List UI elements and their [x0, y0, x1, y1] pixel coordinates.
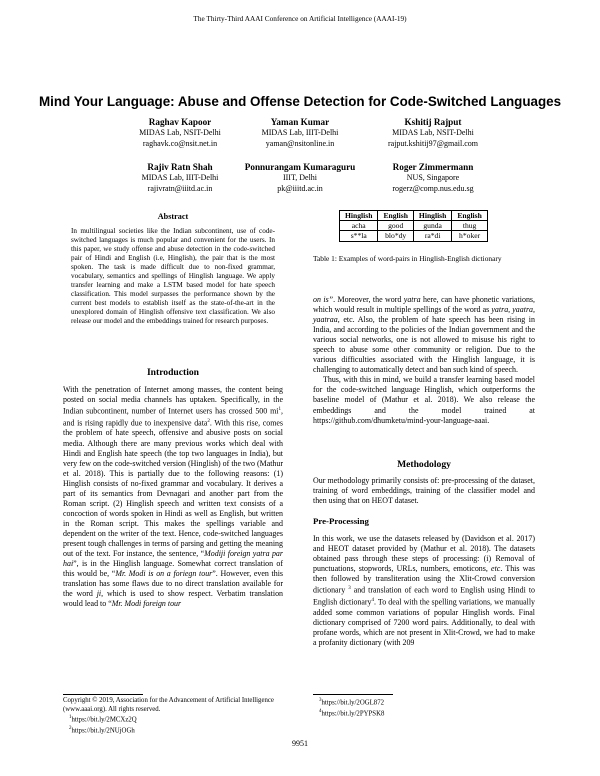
table-cell: blo*dy: [378, 231, 413, 241]
table-header: Hinglish: [340, 211, 378, 221]
abstract-section: [63, 212, 283, 327]
author-name: Roger Zimmermann: [392, 162, 474, 172]
author-email: raghavk.co@nsit.net.in: [142, 138, 218, 148]
paragraph: Thus, with this in mind, we build a transfer learning based model for the code-switched language Hinglish, which outperforms the baseline model of (Mathur et al. 2018). We also release the embeddings and the model trained at https://github.com/dhumketu/mind-your-language-aaai.: [313, 375, 535, 425]
methodology-heading: Methodology: [397, 459, 451, 470]
author-affiliation: NUS, Singapore: [406, 173, 460, 182]
author-name: Rajiv Ratn Shah: [147, 162, 213, 172]
term: etc: [491, 564, 501, 574]
table-cell: gunda: [413, 221, 451, 231]
author-email: pk@iiitd.ac.in: [277, 183, 323, 193]
preprocessing-text: [313, 534, 535, 648]
abstract-text: In multilingual societies like the Indian subcontinent, use of code-switched languages is much popular and convenient for the users. In this paper, we study offense and abuse detection in the code-switched pair of Hindi and English (i.e, Hinglish), the pair that is the most spoken. The task is made difficult due to non-fixed grammar, vocabulary, semantics and spellings of Hinglish language. We apply transfer learning and make a LSTM based model for hate speech classification. This model surpasses the performance shown by the current best models to establish itself as the state-of-the-art in the unexplored domain of Hinglish offensive text classification. We also release our model and the embeddings trained for research purposes.: [71, 227, 275, 326]
author-name: Ponnurangam Kumaraguru: [244, 162, 356, 172]
paper-title: Mind Your Language: Abuse and Offense Detection for Code-Switched Languages: [38, 94, 562, 109]
author-email: rajput.kshitij97@gmail.com: [387, 138, 479, 148]
table-row: [340, 221, 488, 231]
table-1: [339, 210, 488, 242]
table-cell: ra*di: [413, 231, 451, 241]
author-name: Yaman Kumar: [270, 117, 330, 127]
table-cell: s**la: [340, 231, 378, 241]
footnote-ref: 3: [348, 586, 351, 592]
footnote-3: $^3$https://bit.ly/2OGL872: [319, 698, 384, 707]
intro-quote: Mr. Modi foreign tour: [111, 599, 182, 609]
intro-text: ”. However, even this translation has some flaws due to no direct translation available for the word: [63, 569, 284, 599]
body-text: . To deal with the spelling variations, we manually added some common variations of popular Hinglish words. Final dictionary comprised of 7200 word pairs. Additionally, to deal with profane words, which are not present in Xlit-Crowd, we had to make a profanity dictionary (with 209: [313, 597, 535, 647]
footnote-4: $^4$https://bit.ly/2PYPSK8: [319, 708, 385, 718]
author-affiliation: MIDAS Lab, IIIT-Delhi: [141, 173, 219, 182]
author-affiliation: MIDAS Lab, IIIT-Delhi: [261, 128, 339, 137]
copyright-notice: Copyright © 2019, Association for the Advancement of Artificial Intelligence (www.aaai.org). All rights reserved.: [63, 697, 274, 713]
table-cell: thug: [452, 221, 487, 231]
table-cell: acha: [340, 221, 378, 231]
footnote-ref: 4: [371, 597, 375, 603]
table-header: English: [452, 211, 487, 221]
footnote-rule: [313, 694, 393, 695]
footnote-1: $^1$https://bit.ly/2MCXz2Q: [69, 715, 137, 724]
intro-quote: Modiji foreign yatra par hai: [63, 549, 283, 569]
introduction-heading: Introduction: [146, 367, 200, 378]
table-header-row: [340, 211, 488, 221]
body-text: . This was then followed by transliteration using the Xlit-Crowd conversion dictionary: [313, 564, 536, 595]
author-name: Raghav Kapoor: [148, 117, 212, 127]
author-block: [338, 162, 528, 194]
term: yatra: [403, 295, 421, 304]
right-column-text: [313, 295, 535, 426]
intro-text: , and is rising rapidly due to inexpensive data: [63, 406, 283, 428]
author-email: rajivratn@iiitd.ac.in: [147, 183, 213, 193]
body-text: In this work, we use the datasets released by (Davidson et al. 2017) and HEOT dataset provided by (Mathur et al. 2018). The datasets obtained pass through these steps of processing: (i) Removal of punctuations, stopwords, URLs, numbers, emoticons,: [313, 534, 535, 574]
footnote-ref: 2: [207, 418, 210, 424]
table-cell: h*oker: [452, 231, 487, 241]
author-block: [338, 117, 528, 149]
page-number: 9951: [292, 739, 308, 748]
body-text: and translation of each word to English using Hindi to English dictionary: [313, 585, 535, 607]
table-caption: Table 1: Examples of word-pairs in Hinglish-English dictionary: [313, 254, 502, 263]
conference-header: The Thirty-Third AAAI Conference on Artificial Intelligence (AAAI-19): [193, 14, 407, 23]
table-row: [340, 231, 488, 241]
intro-text: . With this rise, comes the problem of hate speech, offensive and abusive posts on social media. Although there are many previous works which deal with Hindi and English hate speech (the top two languages in India), but very few on the code-switched version (Hinglish) of the two (Mathur et al. 2018). This is partially due to the following reasons: (1) Hinglish consists of no-fixed grammar and vocabulary. It derives a part of its semantics from Devnagari and another part from the Roman script. (2) Hinglish speech and written text consists of a concoction of words spoken in Hindi as well as English, but written in the Roman script. This makes the spellings variable and dependent on the writer of the text. Hence, code-switched languages present tough challenges in terms of parsing and getting the meaning out of the text. For instance, the sentence, “: [63, 418, 283, 559]
methodology-text: Our methodology primarily consists of: pre-processing of the dataset, training of word embeddings, training of the classifier model and then using that on HEOT dataset.: [313, 476, 535, 506]
table-header: Hinglish: [413, 211, 451, 221]
footnote-2: $^2$https://bit.ly/2NUjOGh: [69, 726, 135, 735]
intro-text: ”, is in the Hinglish language. Somewhat correct translation of this would be, “: [63, 559, 283, 579]
term: yatra, yaatra, yaatraa: [313, 305, 535, 325]
quote-continuation: on is”: [313, 295, 334, 304]
left-footnotes: [63, 697, 283, 736]
intro-quote: Mr. Modi is on a foriegn tour: [115, 569, 213, 579]
body-text: , etc. Also, the problem of hate speech has been rising in India, and according to the policies of the Indian government and the various social networks, one is not allowed to misuse his right to speech to abuse some other community or religion. Due to the various difficulties associated with the Hinglish language, it is challenging to automatically detect and ban such kind of speech.: [313, 315, 535, 375]
abstract-heading: Abstract: [157, 212, 189, 221]
introduction-text: [63, 385, 283, 609]
author-email: rogerz@comp.nus.edu.sg: [392, 183, 474, 193]
table-header: English: [378, 211, 413, 221]
author-affiliation: IIIT, Delhi: [282, 173, 318, 182]
preprocessing-heading: Pre-Processing: [313, 516, 369, 526]
footnote-rule: [63, 694, 143, 695]
intro-term: ji: [96, 589, 102, 599]
author-email: yaman@nsitonline.in: [265, 138, 335, 148]
author-name: Kshitij Rajput: [404, 117, 462, 127]
author-affiliation: MIDAS Lab, NSIT-Delhi: [139, 128, 221, 137]
right-footnotes: [313, 697, 535, 719]
table-cell: good: [378, 221, 413, 231]
footnote-ref: 1: [278, 407, 282, 413]
body-text: here, can have phonetic variations, which would result in multiple spellings of the word as: [313, 295, 535, 315]
body-text: . Moreover, the word: [333, 295, 404, 304]
intro-text: , which is used to show respect. Verbatim translation would lead to “: [63, 589, 284, 609]
author-affiliation: MIDAS Lab, NSIT-Delhi: [392, 128, 474, 137]
intro-text: With the penetration of Internet among masses, the content being posted on social media channels has uptaken. Specifically, in the Indian subcontinent, number of Internet users has crossed 500 mi: [63, 385, 283, 416]
